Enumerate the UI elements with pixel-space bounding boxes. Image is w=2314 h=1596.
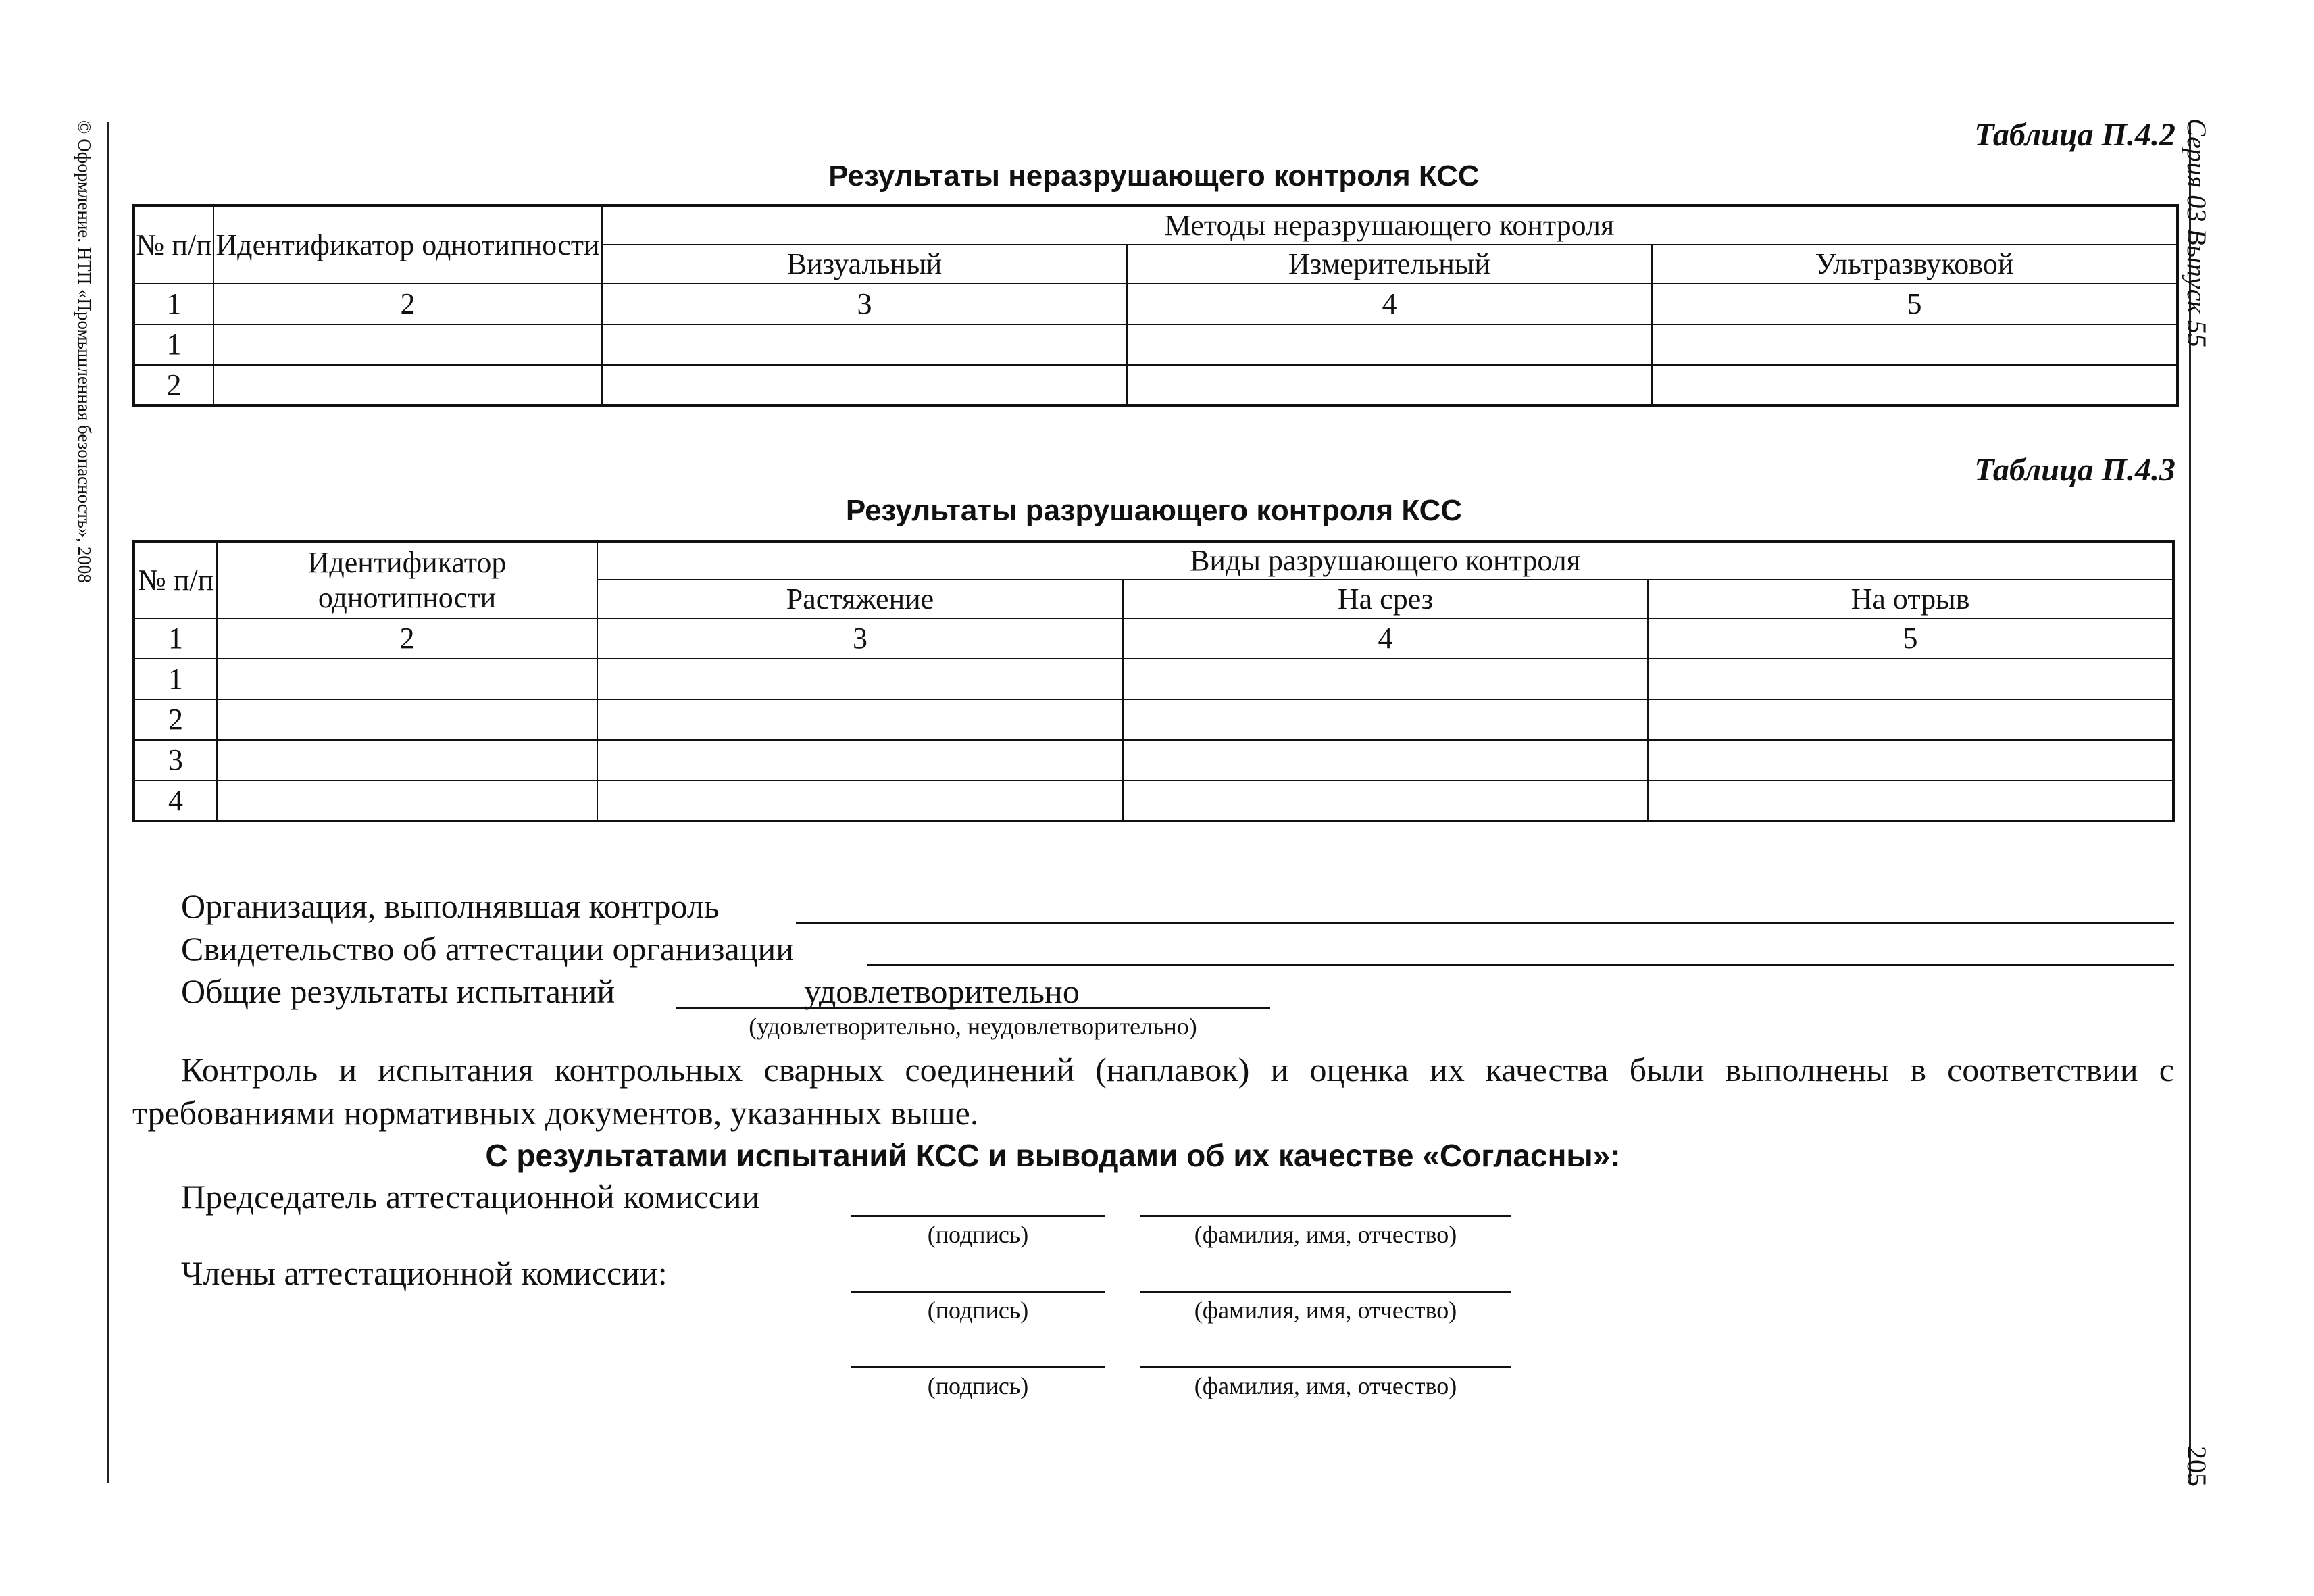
empty-cell — [602, 365, 1127, 405]
empty-cell — [213, 324, 602, 365]
empty-cell — [217, 740, 597, 780]
col-number: 4 — [1123, 618, 1648, 659]
col-number: 2 — [213, 284, 602, 324]
col-number: 1 — [134, 284, 213, 324]
header-no: № п/п — [134, 205, 213, 284]
page-number: 205 — [2182, 1446, 2212, 1487]
empty-cell — [1648, 780, 2173, 821]
col-number: 5 — [1648, 618, 2173, 659]
empty-cell — [217, 699, 597, 740]
empty-cell — [217, 659, 597, 699]
signature-caption: (подпись) — [927, 1297, 1029, 1324]
empty-cell — [1123, 740, 1648, 780]
row-number: 2 — [134, 699, 217, 740]
name-caption: (фамилия, имя, отчество) — [1194, 1221, 1457, 1248]
results-label: Общие результаты испытаний — [181, 972, 615, 1010]
table-row — [134, 699, 2173, 740]
agreement-heading: С результатами испытаний КСС и выводами об их качестве «Согласны»: — [485, 1138, 1621, 1173]
results-hint: (удовлетворительно, неудовлетворительно) — [749, 1013, 1197, 1040]
series-label: Серия 03 Выпуск 55 — [2182, 118, 2212, 348]
header-types-group: Виды разрушающего контроля — [597, 541, 2173, 580]
row-number: 3 — [134, 740, 217, 780]
empty-cell — [1652, 365, 2178, 405]
empty-cell — [597, 780, 1123, 821]
header-methods-group: Методы неразрушающего контроля — [602, 205, 2178, 245]
header-no: № п/п — [134, 541, 217, 618]
col-number: 3 — [597, 618, 1123, 659]
chairman-label: Председатель аттестационной комиссии — [181, 1178, 760, 1216]
empty-cell — [217, 780, 597, 821]
col-number: 2 — [217, 618, 597, 659]
header-type-shear: На срез — [1123, 580, 1648, 618]
table-row — [134, 324, 2178, 365]
org-label: Организация, выполнявшая контроль — [181, 887, 720, 925]
cert-fill-line — [867, 964, 2174, 966]
empty-cell — [1648, 740, 2173, 780]
table-row — [134, 780, 2173, 821]
empty-cell — [1652, 324, 2178, 365]
header-identifier: Идентификатор однотипности — [213, 205, 602, 284]
row-number: 1 — [134, 659, 217, 699]
header-type-tension: Растяжение — [597, 580, 1123, 618]
table-row — [134, 740, 2173, 780]
member2-signature-line — [851, 1366, 1105, 1368]
header-method-measuring: Измерительный — [1127, 245, 1652, 284]
empty-cell — [1123, 780, 1648, 821]
table-title-dt: Результаты разрушающего контроля КСС — [845, 494, 1463, 527]
empty-cell — [1123, 659, 1648, 699]
header-method-visual: Визуальный — [602, 245, 1127, 284]
chairman-name-line — [1140, 1215, 1511, 1217]
header-type-peel: На отрыв — [1648, 580, 2173, 618]
col-number: 4 — [1127, 284, 1652, 324]
header-method-ultrasonic: Ультразвуковой — [1652, 245, 2178, 284]
empty-cell — [1648, 659, 2173, 699]
empty-cell — [602, 324, 1127, 365]
left-margin-rule — [107, 122, 109, 1483]
dt-results-table — [132, 540, 2175, 822]
ndt-results-table — [132, 204, 2179, 407]
empty-cell — [213, 365, 602, 405]
empty-cell — [1123, 699, 1648, 740]
table-row — [134, 659, 2173, 699]
col-number: 5 — [1652, 284, 2178, 324]
row-number: 4 — [134, 780, 217, 821]
empty-cell — [597, 740, 1123, 780]
table-label-p42: Таблица П.4.2 — [1974, 117, 2175, 153]
col-number: 3 — [602, 284, 1127, 324]
conclusion-paragraph: Контроль и испытания контрольных сварных соединений (наплавок) и оценка их качества были выполнены в соответствии с требованиями нормативных документов, указанных выше. — [132, 1051, 2174, 1132]
copyright-note: © Оформление. НТП «Промышленная безопасность», 2008 — [74, 120, 95, 583]
signature-caption: (подпись) — [927, 1221, 1029, 1248]
cert-label: Свидетельство об аттестации организации — [181, 930, 794, 968]
empty-cell — [1127, 324, 1652, 365]
table-title-ndt: Результаты неразрушающего контроля КСС — [828, 159, 1480, 193]
chairman-signature-line — [851, 1215, 1105, 1217]
empty-cell — [597, 699, 1123, 740]
table-label-p43: Таблица П.4.3 — [1974, 452, 2175, 488]
member1-signature-line — [851, 1291, 1105, 1293]
empty-cell — [1127, 365, 1652, 405]
member1-name-line — [1140, 1291, 1511, 1293]
org-fill-line — [796, 922, 2174, 924]
members-label: Члены аттестационной комиссии: — [181, 1254, 668, 1292]
results-value: удовлетворительно — [804, 972, 1080, 1010]
empty-cell — [1648, 699, 2173, 740]
header-identifier: Идентификатор однотипности — [217, 541, 597, 618]
row-number: 2 — [134, 365, 213, 405]
member2-name-line — [1140, 1366, 1511, 1368]
signature-caption: (подпись) — [927, 1372, 1029, 1399]
row-number: 1 — [134, 324, 213, 365]
name-caption: (фамилия, имя, отчество) — [1194, 1372, 1457, 1399]
col-number: 1 — [134, 618, 217, 659]
table-row — [134, 365, 2178, 405]
name-caption: (фамилия, имя, отчество) — [1194, 1297, 1457, 1324]
empty-cell — [597, 659, 1123, 699]
